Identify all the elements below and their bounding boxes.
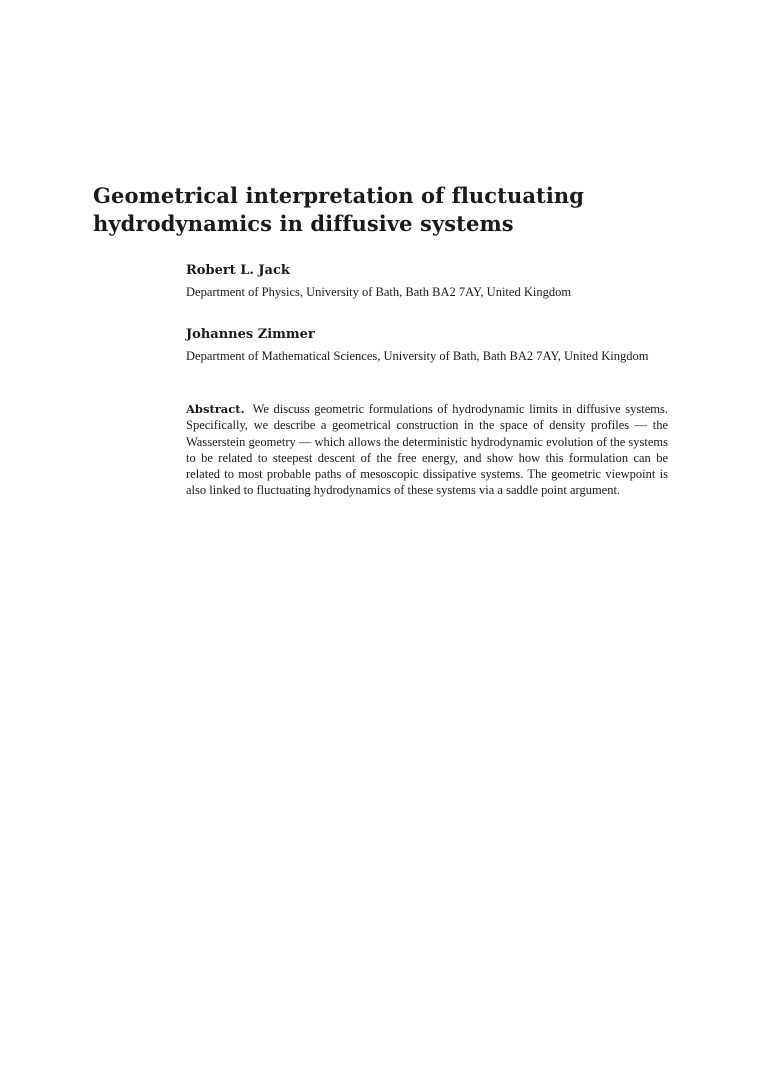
- author-name: Johannes Zimmer: [186, 327, 315, 342]
- author-name: Robert L. Jack: [186, 263, 290, 278]
- author-block-jack: [186, 262, 666, 301]
- author-affiliation: Department of Physics, University of Bath, Bath BA2 7AY, United Kingdom: [186, 285, 572, 299]
- author-affiliation: Department of Mathematical Sciences, University of Bath, Bath BA2 7AY, United Kingdom: [186, 349, 649, 363]
- paper-title-line-2: hydrodynamics in diffusive systems: [93, 211, 514, 236]
- abstract: [186, 401, 668, 499]
- paper-title: [93, 182, 653, 238]
- author-block-zimmer: [186, 326, 666, 365]
- paper-title-line-1: Geometrical interpretation of fluctuating: [93, 183, 585, 208]
- abstract-text: We discuss geometric formulations of hydrodynamic limits in diffusive systems. Specifically, we describe a geometrical construction in the space of density profiles — the Wasserstein geometry — which allows the deterministic hydrodynamic evolution of the systems to be related to steepest descent of the free energy, and show how this formulation can be related to most probable paths of mesoscopic dissipative systems. The geometric viewpoint is also linked to fluctuating hydrodynamics of these systems via a saddle point argument.: [186, 402, 668, 498]
- abstract-label: Abstract.: [186, 402, 245, 416]
